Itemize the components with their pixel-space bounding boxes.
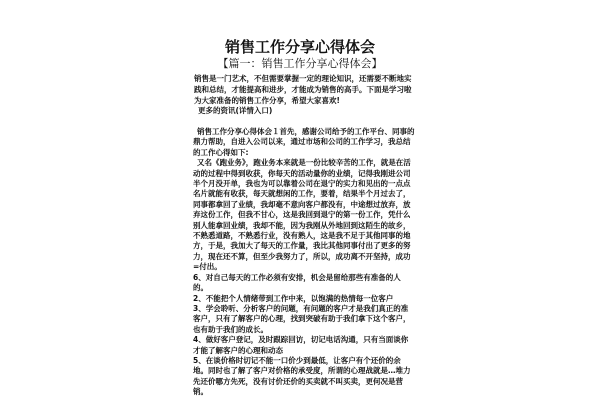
point-paragraph: 2、不能把个人情绪带到工作中来，以饱满的热情每一位客户: [193, 293, 394, 303]
document-title: 销售工作分享心得体会: [224, 38, 375, 56]
point-paragraph: 又名《跑业务》，跑业务本来就是一份比较辛苦的工作，就是在活动的过程中得到收获，你每天的活动量你的业绩，记得我刚进公司半个月没开单，我也为可以靠着公司在退宁的实力和见出的一点点名片就能有收获，每天就想闲的工作，要着，结果半个月过去了，同事都拿回了业绩，我却毫不意向客户都没有，中途想过放弃，放弃这份工作，但我不甘心，这是我回到退宁的第一份工作，凭什么别人能拿回业绩，我却不能，因为我刚从外地回到这陌生的故乡，不熟悉道路，不熟悉行业，没有熟人，这是我不足于其他同事的地方，于是，我加大了每天的工作量，我比其他同事付出了更多的努力，现在还不算，但至少我努力了，所以，成功离不开坚持，成功=付出。: [193, 158, 411, 272]
point-paragraph: 4、做好客户登记，及时跟踪回访，切记电话沟通，只有当面谈你才能了解客户的心理和动态: [193, 335, 409, 355]
point-paragraph: 3、学会聆听、分析客户的问题，有问题的客户才是我们真正的准客户，只有了解客户的心理，找到突破有助于我们拿下这个客户，也有助于我们的成长。: [193, 303, 411, 334]
body-section: [193, 127, 415, 398]
more-info-link[interactable]: 更多的资讯(详情入口): [198, 106, 273, 116]
intro-paragraph: 销售是一门艺术，不但需要掌握一定的理论知识，还需要不断地实践和总结，才能提高和进步，才能成为销售的高手。下面是学习啦为大家准备的销售工作分享，希望大家喜欢!: [194, 74, 412, 105]
point-paragraph: 6、对自己每天的工作必须有安排，机会是留给那些有准备的人的。: [193, 272, 401, 293]
point-paragraph: 5、在谈价格时切记不能一口价少到最低，让客户有个还价的余地。同时也了解了客户对价格的承受度，所谓的心理战就是…堆力先还价哪方先死，没有讨价还价的买卖就不叫买卖，更何况是营销。: [193, 355, 411, 397]
opening-paragraph: 销售工作分享心得体会１首先，感谢公司给予的工作平台、同事的鼎力帮助，自进入公司以来，通过市场和公司的工作学习，我总结的工作心得如下:: [193, 127, 415, 157]
intro-section: [194, 74, 416, 117]
document-subtitle: 【篇一：销售工作分享心得体会】: [217, 57, 383, 70]
